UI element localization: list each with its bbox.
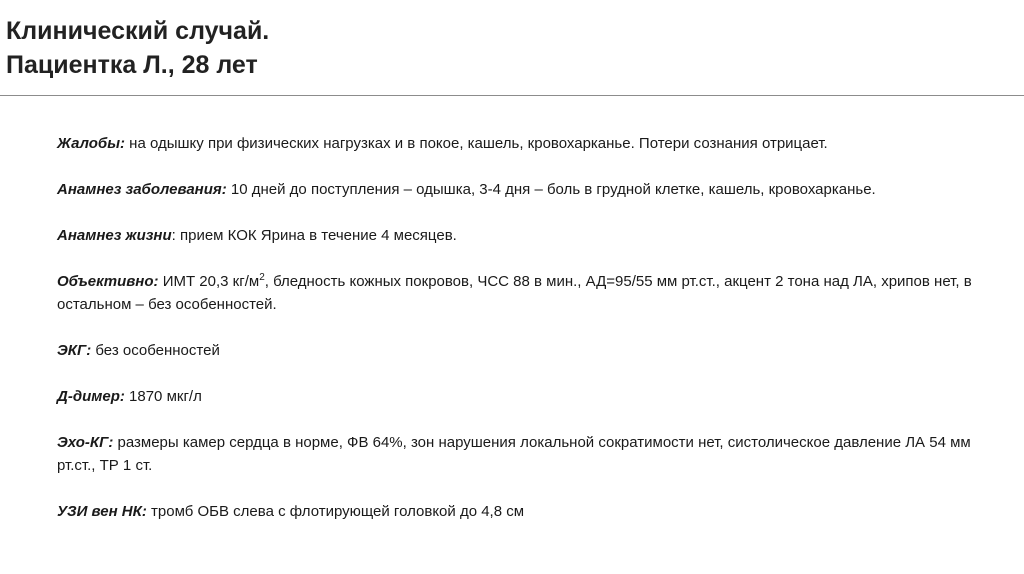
ultrasound-paragraph bbox=[57, 500, 977, 523]
objective-superscript: 2 bbox=[259, 272, 265, 283]
echo-text: размеры камер сердца в норме, ФВ 64%, зон нарушения локальной сократимости нет, систолическое давление ЛА 54 мм рт.ст., ТР 1 ст. bbox=[57, 434, 971, 474]
complaints-label: Жалобы: bbox=[57, 135, 126, 152]
complaints-paragraph bbox=[57, 132, 977, 155]
complaints-text: на одышку при физических нагрузках и в покое, кашель, кровохарканье. Потери сознания отрицает. bbox=[125, 135, 828, 152]
objective-text-after: , бледность кожных покровов, ЧСС 88 в мин., АД=95/55 мм рт.ст., акцент 2 тона над ЛА, хрипов нет, в остальном – без особенностей. bbox=[57, 273, 972, 313]
title-line-1: Клинический случай. bbox=[6, 17, 270, 45]
ecg-paragraph bbox=[57, 339, 977, 362]
disease-history-text: 10 дней до поступления – одышка, 3-4 дня – боль в грудной клетке, кашель, кровохарканье. bbox=[226, 181, 876, 198]
disease-history-label: Анамнез заболевания: bbox=[57, 181, 227, 198]
slide-title bbox=[6, 14, 269, 82]
ecg-text: без особенностей bbox=[91, 342, 220, 359]
objective-text-before: ИМТ 20,3 кг/м bbox=[158, 273, 260, 290]
d-dimer-paragraph bbox=[57, 385, 977, 408]
life-history-label: Анамнез жизни bbox=[57, 227, 172, 244]
ecg-label: ЭКГ: bbox=[57, 342, 92, 359]
title-divider bbox=[0, 95, 1024, 96]
d-dimer-label: Д-димер: bbox=[57, 388, 125, 405]
life-history-paragraph bbox=[57, 224, 977, 247]
echo-paragraph bbox=[57, 431, 977, 477]
life-history-text: : прием КОК Ярина в течение 4 месяцев. bbox=[171, 227, 457, 244]
title-line-2: Пациентка Л., 28 лет bbox=[6, 51, 258, 79]
case-details bbox=[57, 132, 977, 546]
disease-history-paragraph bbox=[57, 178, 977, 201]
objective-label: Объективно: bbox=[57, 273, 159, 290]
ultrasound-label: УЗИ вен НК: bbox=[57, 503, 147, 520]
ultrasound-text: тромб ОБВ слева с флотирующей головкой до 4,8 см bbox=[146, 503, 525, 520]
d-dimer-text: 1870 мкг/л bbox=[124, 388, 202, 405]
echo-label: Эхо-КГ: bbox=[57, 434, 114, 451]
objective-paragraph bbox=[57, 270, 977, 316]
